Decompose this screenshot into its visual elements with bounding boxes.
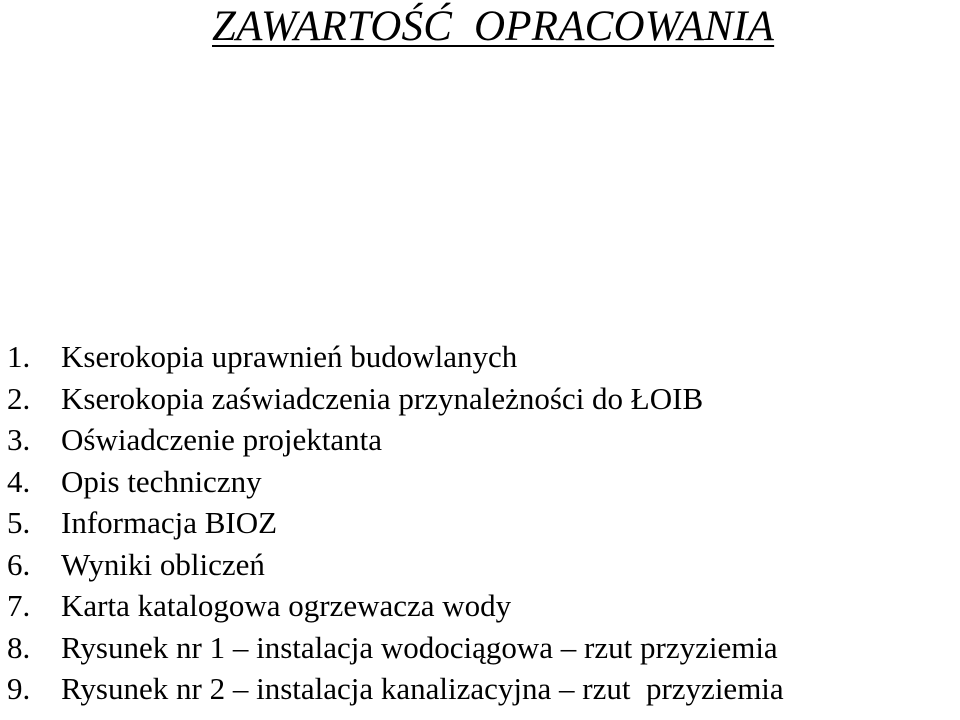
- item-number: 7.: [7, 588, 31, 623]
- list-item: [7, 544, 784, 586]
- item-text: Informacja BIOZ: [61, 505, 278, 540]
- item-number: 6.: [7, 546, 31, 582]
- list-item: [7, 378, 784, 420]
- item-text: Kserokopia zaświadczenia przynależności do ŁOIB: [61, 380, 704, 416]
- list-item: [7, 419, 784, 461]
- item-number: 5.: [7, 505, 31, 540]
- item-text: Rysunek nr 1 – instalacja wodociągowa – rzut przyziemia: [61, 629, 778, 665]
- item-number: 4.: [7, 463, 31, 499]
- document-title: ZAWARTOŚĆ OPRACOWANIA: [212, 3, 775, 50]
- item-text: Kserokopia uprawnień budowlanych: [61, 339, 518, 374]
- item-text: Karta katalogowa ogrzewacza wody: [61, 588, 512, 623]
- list-item: [7, 585, 784, 627]
- list-item: [7, 336, 784, 378]
- list-item: [7, 627, 784, 669]
- list-item: [7, 668, 784, 710]
- item-text: Opis techniczny: [61, 463, 262, 499]
- item-number: 8.: [7, 629, 31, 665]
- item-text: Oświadczenie projektanta: [61, 422, 383, 457]
- item-text: Wyniki obliczeń: [61, 546, 265, 582]
- item-number: 9.: [7, 671, 31, 706]
- list-item: [7, 502, 784, 544]
- item-number: 1.: [7, 339, 31, 374]
- item-number: 2.: [7, 380, 31, 416]
- contents-list: [7, 336, 784, 710]
- list-item: [7, 461, 784, 503]
- item-number: 3.: [7, 422, 31, 457]
- item-text: Rysunek nr 2 – instalacja kanalizacyjna – rzut przyziemia: [61, 671, 784, 706]
